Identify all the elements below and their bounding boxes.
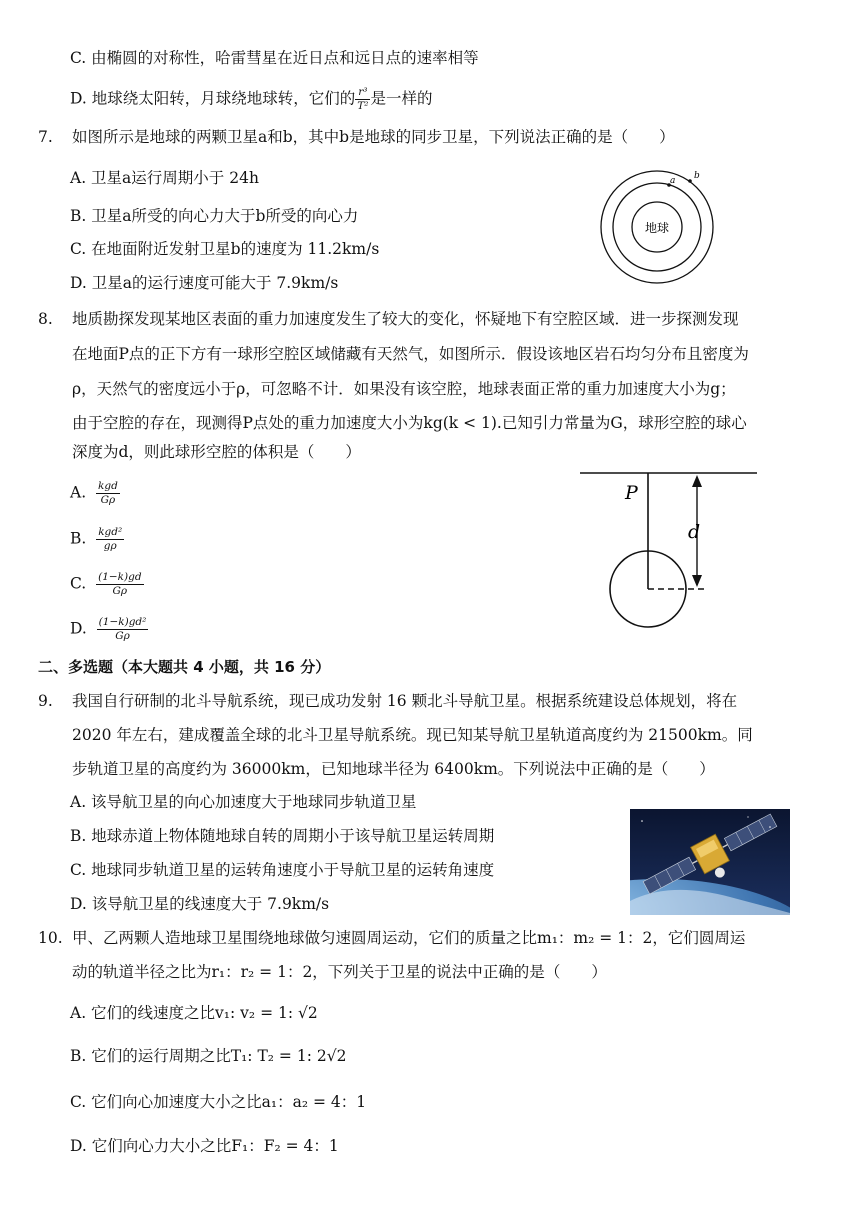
fraction-denominator: T² (357, 100, 369, 112)
q8-stem-line-3: ρ，天然气的密度远小于ρ，可忽略不计．如果没有该空腔，地球表面正常的重力加速度大小为g； (72, 380, 736, 398)
satellite-photo (630, 809, 790, 915)
q8-stem-line-2: 在地面P点的正下方有一球形空腔区域储藏有天然气，如图所示．假设该地区岩石均匀分布且密度为 (72, 345, 749, 363)
q8-option-a (70, 480, 120, 507)
q9-stem-line-2: 2020 年左右，建成覆盖全球的北斗卫星导航系统。现已知某导航卫星轨道高度约为 21500km。同 (72, 726, 753, 744)
arrow-up-icon (692, 475, 702, 487)
satellite-b-label: b (694, 171, 700, 181)
q8-stem-line-1: 地质勘探发现某地区表面的重力加速度发生了较大的变化，怀疑地下有空腔区域．进一步探测发现 (72, 310, 739, 328)
fraction-denominator: gρ (103, 540, 117, 552)
q6-option-d (70, 86, 432, 113)
satellite-a-label: a (670, 176, 676, 186)
fraction-numerator: kgd (97, 480, 118, 492)
q6-option-d-tail: 是一样的 (370, 89, 433, 108)
section-title: 二、多选题（本大题共 4 小题，共 16 分） (38, 658, 331, 676)
fraction-numerator: (1−k)gd (98, 571, 142, 583)
q8-stem-line-5: 深度为d，则此球形空腔的体积是（ ） (72, 443, 361, 461)
q9-stem-line-3: 步轨道卫星的高度约为 36000km，已知地球半径为 6400km。下列说法中正确的是（ ） (72, 760, 715, 778)
depth-d-label: d (688, 521, 701, 543)
option-label: A. (70, 483, 87, 502)
fraction-numerator: (1−k)gd² (98, 616, 147, 628)
q8-cavity-figure (575, 465, 765, 645)
q10-option-d: D. 它们向心力大小之比F₁：F₂ = 4：1 (70, 1137, 339, 1155)
q9-number: 9. (38, 692, 53, 710)
fraction-denominator: Gρ (100, 494, 116, 506)
q7-orbit-figure (598, 168, 716, 286)
q8-option-c (70, 571, 144, 598)
q6-option-d-fraction (355, 86, 370, 113)
point-p-label: P (625, 482, 638, 504)
q8-option-d (70, 616, 148, 643)
q7-option-c: C. 在地面附近发射卫星b的速度为 11.2km/s (70, 240, 380, 258)
q9-option-b: B. 地球赤道上物体随地球自转的周期小于该导航卫星运转周期 (70, 827, 495, 845)
q7-option-a: A. 卫星a运行周期小于 24h (70, 169, 259, 187)
q10-option-c: C. 它们向心加速度大小之比a₁：a₂ = 4：1 (70, 1093, 367, 1111)
q10-stem-line-2: 动的轨道半径之比为r₁：r₂ = 1：2，下列关于卫星的说法中正确的是（ ） (72, 963, 607, 981)
arrow-down-icon (692, 575, 702, 587)
q10-option-a: A. 它们的线速度之比v₁: v₂ = 1: √2 (70, 1004, 318, 1022)
q6-option-c: C. 由椭圆的对称性，哈雷彗星在近日点和远日点的速率相等 (70, 49, 479, 67)
fraction-denominator: Gρ (112, 585, 128, 597)
q10-stem-line-1: 甲、乙两颗人造地球卫星围绕地球做匀速圆周运动，它们的质量之比m₁：m₂ = 1：2，它们圆周运 (72, 929, 746, 947)
q8-stem-line-4: 由于空腔的存在，现测得P点处的重力加速度大小为kg(k < 1).已知引力常量为G，球形空腔的球心 (72, 414, 747, 432)
q10-option-b: B. 它们的运行周期之比T₁: T₂ = 1: 2√2 (70, 1047, 347, 1065)
q7-stem: 如图所示是地球的两颗卫星a和b，其中b是地球的同步卫星，下列说法正确的是（ ） (72, 128, 675, 146)
fraction-numerator: kgd² (98, 526, 123, 538)
earth-label: 地球 (644, 221, 670, 235)
q9-option-c: C. 地球同步轨道卫星的运转角速度小于导航卫星的运转角速度 (70, 861, 495, 879)
option-label: D. (70, 619, 87, 638)
satellite-b-dot (688, 179, 692, 183)
q9-option-a: A. 该导航卫星的向心加速度大于地球同步轨道卫星 (70, 793, 417, 811)
q10-number: 10. (38, 929, 63, 947)
q7-number: 7. (38, 128, 53, 146)
q6-option-d-text: D. 地球绕太阳转，月球绕地球转，它们的 (70, 89, 356, 108)
q8-number: 8. (38, 310, 53, 328)
q7-option-d: D. 卫星a的运行速度可能大于 7.9km/s (70, 274, 339, 292)
fraction-numerator: r³ (355, 86, 370, 100)
q9-stem-line-1: 我国自行研制的北斗导航系统，现已成功发射 16 颗北斗导航卫星。根据系统建设总体规划，将在 (72, 692, 738, 710)
q8-option-b (70, 526, 124, 553)
q9-option-d: D. 该导航卫星的线速度大于 7.9km/s (70, 895, 330, 913)
fraction-denominator: Gρ (115, 630, 130, 642)
option-label: B. (70, 529, 87, 548)
q7-option-b: B. 卫星a所受的向心力大于b所受的向心力 (70, 207, 359, 225)
option-label: C. (70, 574, 87, 593)
